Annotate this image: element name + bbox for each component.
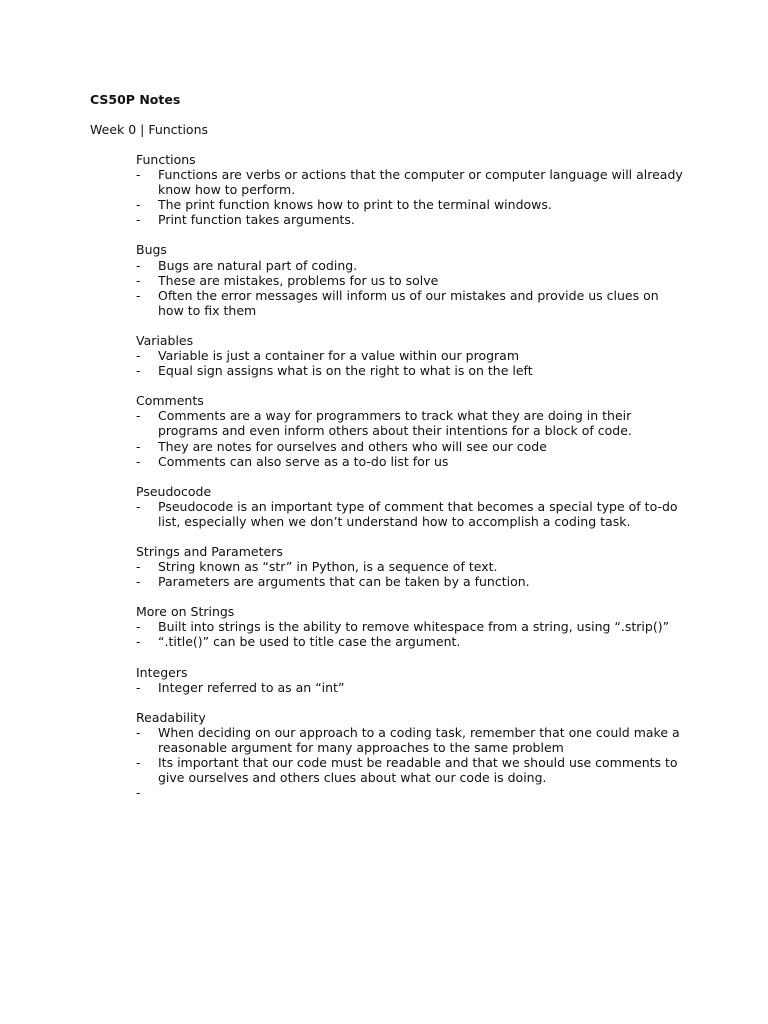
bullet-text: “.title()” can be used to title case the argument.	[158, 634, 461, 650]
bullet-text: Equal sign assigns what is on the right to what is on the left	[158, 363, 533, 379]
bullet-list	[136, 258, 686, 318]
bullet-item	[136, 167, 686, 197]
bullet-list	[136, 559, 686, 589]
notes-section	[136, 665, 686, 695]
bullet-item	[136, 574, 686, 589]
bullet-dash: -	[136, 619, 141, 635]
bullet-dash: -	[136, 167, 141, 183]
bullet-dash: -	[136, 453, 141, 469]
notes-sections	[136, 152, 686, 815]
section-title: Bugs	[136, 242, 167, 258]
bullet-list	[136, 167, 686, 227]
bullet-dash: -	[136, 257, 141, 273]
bullet-list	[136, 619, 686, 649]
bullet-text: Comments are a way for programmers to track what they are doing in their programs and even inform others about their intentions for a block of code.	[158, 408, 632, 439]
notes-section	[136, 333, 686, 378]
bullet-dash: -	[136, 348, 141, 364]
bullet-dash: -	[136, 559, 141, 575]
bullet-text: Integer referred to as an “int”	[158, 679, 345, 695]
bullet-text: Print function takes arguments.	[158, 212, 355, 228]
section-title: More on Strings	[136, 604, 235, 620]
bullet-dash: -	[136, 363, 141, 379]
bullet-text: Comments can also serve as a to-do list for us	[158, 453, 449, 469]
bullet-item	[136, 197, 686, 212]
bullet-dash: -	[136, 724, 141, 740]
bullet-dash: -	[136, 634, 141, 650]
section-title: Comments	[136, 393, 204, 409]
bullet-dash: -	[136, 438, 141, 454]
section-title: Functions	[136, 152, 196, 167]
bullet-dash: -	[136, 408, 141, 424]
bullet-item	[136, 619, 686, 634]
bullet-text: The print function knows how to print to the terminal windows.	[158, 197, 552, 213]
bullet-item	[136, 348, 686, 363]
bullet-item	[136, 454, 686, 469]
bullet-item	[136, 439, 686, 454]
notes-section	[136, 152, 686, 227]
bullet-text: Variable is just a container for a value within our program	[158, 348, 519, 364]
bullet-item	[136, 725, 686, 755]
bullet-item	[136, 634, 686, 649]
bullet-text: Built into strings is the ability to remove whitespace from a string, using “.strip()”	[158, 619, 670, 635]
section-title: Readability	[136, 709, 206, 725]
bullet-item	[136, 755, 686, 785]
bullet-text: They are notes for ourselves and others who will see our code	[158, 438, 547, 454]
document-title: CS50P Notes	[90, 92, 181, 107]
bullet-text: Pseudocode is an important type of comment that becomes a special type of to-do list, especially when we don’t understand how to accomplish a coding task.	[158, 498, 678, 529]
notes-section	[136, 544, 686, 589]
bullet-list	[136, 499, 686, 529]
bullet-list	[136, 408, 686, 468]
bullet-item	[136, 499, 686, 529]
bullet-dash: -	[136, 197, 141, 213]
bullet-dash: -	[136, 212, 141, 228]
bullet-item	[136, 680, 686, 695]
notes-section	[136, 393, 686, 468]
bullet-text: Bugs are natural part of coding.	[158, 257, 358, 273]
bullet-dash: -	[136, 498, 141, 514]
bullet-dash: -	[136, 679, 141, 695]
bullet-item	[136, 559, 686, 574]
notes-section	[136, 484, 686, 529]
bullet-item	[136, 363, 686, 378]
section-title: Integers	[136, 664, 188, 680]
bullet-item	[136, 212, 686, 227]
bullet-item	[136, 258, 686, 273]
bullet-dash: -	[136, 272, 141, 288]
bullet-text: String known as “str” in Python, is a sequence of text.	[158, 559, 498, 575]
week-heading: Week 0 | Functions	[90, 122, 209, 137]
bullet-dash: -	[136, 574, 141, 590]
bullet-text: Its important that our code must be readable and that we should use comments to give ourselves and others clues about what our code is doing.	[158, 755, 678, 786]
bullet-list	[136, 348, 686, 378]
bullet-text: When deciding on our approach to a coding task, remember that one could make a reasonable argument for many approaches to the same problem	[158, 724, 680, 755]
notes-section	[136, 604, 686, 649]
bullet-dash: -	[136, 755, 141, 770]
bullet-item	[136, 273, 686, 288]
notes-section	[136, 242, 686, 317]
trailing-empty-bullet: -	[136, 785, 141, 801]
bullet-list	[136, 680, 686, 695]
bullet-text: These are mistakes, problems for us to solve	[158, 272, 439, 288]
section-title: Strings and Parameters	[136, 543, 283, 559]
bullet-item	[136, 288, 686, 318]
notes-section	[136, 710, 686, 801]
bullet-text: Parameters are arguments that can be taken by a function.	[158, 574, 530, 590]
bullet-dash: -	[136, 287, 141, 303]
section-title: Variables	[136, 332, 194, 348]
bullet-text: Functions are verbs or actions that the computer or computer language will already know how to perform.	[158, 167, 683, 198]
bullet-text: Often the error messages will inform us of our mistakes and provide us clues on how to fix them	[158, 287, 659, 318]
section-title: Pseudocode	[136, 483, 212, 499]
bullet-item	[136, 408, 686, 438]
bullet-list	[136, 725, 686, 785]
